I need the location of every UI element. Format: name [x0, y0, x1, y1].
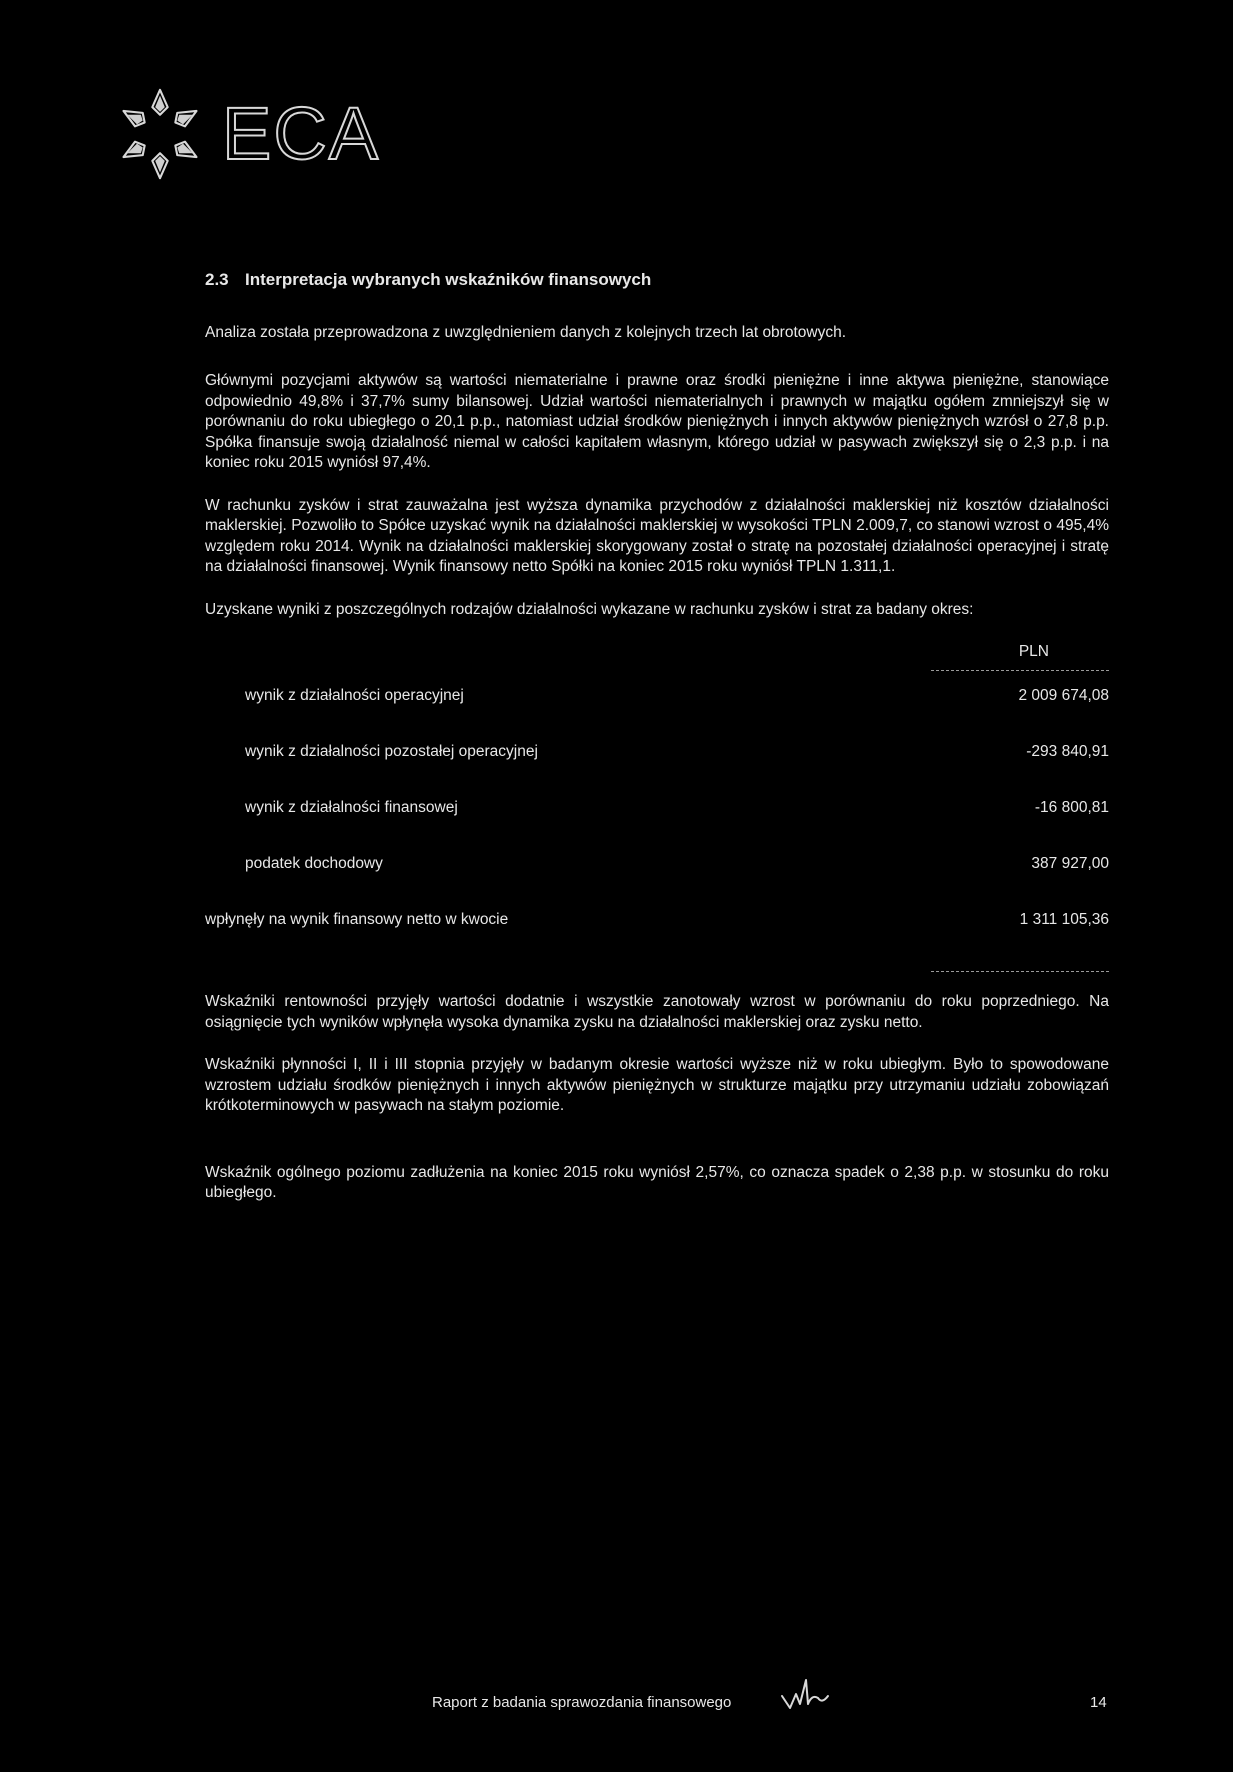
paragraph-assets: Głównymi pozycjami aktywów są wartości niematerialne i prawne oraz środki pieniężne i inne aktywa pieniężne, stanowiące odpowiednio 49,8% i 37,7% sumy bilansowej. Udział wartości niematerialnych i prawnych w majątku ogółem zmniejszył się w porównaniu do roku ubiegłego o 20,1 p.p., natomiast udział środków pieniężnych i innych aktywów pieniężnych wzrósł o 27,8 p.p. Spółka finansuje swoją działalność niemal w całości kapitałem własnym, którego udział w pasywach zwiększył się o 2,3 p.p. i na koniec roku 2015 wyniósł 97,4%. — [205, 372, 1109, 471]
section-heading — [205, 270, 1109, 291]
table-row — [205, 742, 1109, 798]
row-value: 2 009 674,08 — [1018, 687, 1109, 704]
main-content — [205, 270, 1109, 1226]
eca-star-logo-icon — [112, 86, 208, 182]
paragraph-debt: Wskaźnik ogólnego poziomu zadłużenia na koniec 2015 roku wyniósł 2,57%, co oznacza spadek o 2,38 p.p. w stosunku do roku ubiegłego. — [205, 1163, 1109, 1201]
paragraph-profitability: Wskaźniki rentowności przyjęły wartości dodatnie i wszystkie zanotowały wzrost w porównaniu do roku poprzedniego. Na osiągnięcie tych wyników wpłynęła wysoka dynamika zysku na działalności maklerskiej oraz zysku netto. — [205, 993, 1109, 1031]
signature-icon — [778, 1674, 838, 1714]
row-value: 387 927,00 — [1031, 855, 1109, 872]
table-row-total — [205, 910, 1109, 966]
row-label: wynik z działalności operacyjnej — [245, 687, 464, 704]
page-footer — [0, 1688, 1233, 1718]
section-title: Interpretacja wybranych wskaźników finansowych — [245, 270, 652, 289]
logo-wordmark: ECA — [222, 92, 381, 175]
paragraph-intro: Analiza została przeprowadzona z uwzględnieniem danych z kolejnych trzech lat obrotowych. — [205, 323, 847, 341]
footer-text: Raport z badania sprawozdania finansowego — [432, 1694, 732, 1711]
table-rule-top — [931, 670, 1109, 671]
table-row — [205, 686, 1109, 742]
row-value: -293 840,91 — [1026, 743, 1109, 760]
section-number: 2.3 — [205, 270, 229, 289]
company-logo — [112, 86, 380, 182]
table-row — [205, 798, 1109, 854]
results-table — [205, 642, 1109, 966]
paragraph-liquidity: Wskaźniki płynności I, II i III stopnia przyjęły w badanym okresie wartości wyższe niż w roku ubiegłym. Było to spowodowane wzrostem udziału środków pieniężnych i innych aktywów pieniężnych w strukturze majątku przy utrzymaniu udziału zobowiązań krótkoterminowych w pasywach na stałym poziomie. — [205, 1056, 1109, 1114]
currency-header: PLN — [1018, 643, 1049, 660]
row-value: -16 800,81 — [1034, 799, 1109, 816]
row-label: podatek dochodowy — [245, 855, 383, 872]
row-label: wpłynęły na wynik finansowy netto w kwocie — [205, 911, 509, 928]
paragraph-income-statement: W rachunku zysków i strat zauważalna jest wyższa dynamika przychodów z działalności maklerskiej niż kosztów działalności maklerskiej. Pozwoliło to Spółce uzyskać wynik na działalności maklerskiej w wysokości TPLN 2.009,7, co stanowi wzrost o 495,4% względem roku 2014. Wynik na działalności maklerskiej skorygowany został o stratę na pozostałej działalności operacyjnej i stratę na działalności finansowej. Wynik finansowy netto Spółki na koniec 2015 roku wyniósł TPLN 1.311,1. — [205, 496, 1109, 575]
paragraph-results-intro: Uzyskane wyniki z poszczególnych rodzajów działalności wykazane w rachunku zysków i strat za badany okres: — [205, 600, 974, 618]
row-value: 1 311 105,36 — [1019, 911, 1109, 928]
page-number: 14 — [1090, 1694, 1107, 1711]
row-label: wynik z działalności finansowej — [245, 799, 458, 816]
table-rule-bottom — [931, 971, 1109, 972]
table-row — [205, 854, 1109, 910]
row-label: wynik z działalności pozostałej operacyjnej — [245, 743, 538, 760]
